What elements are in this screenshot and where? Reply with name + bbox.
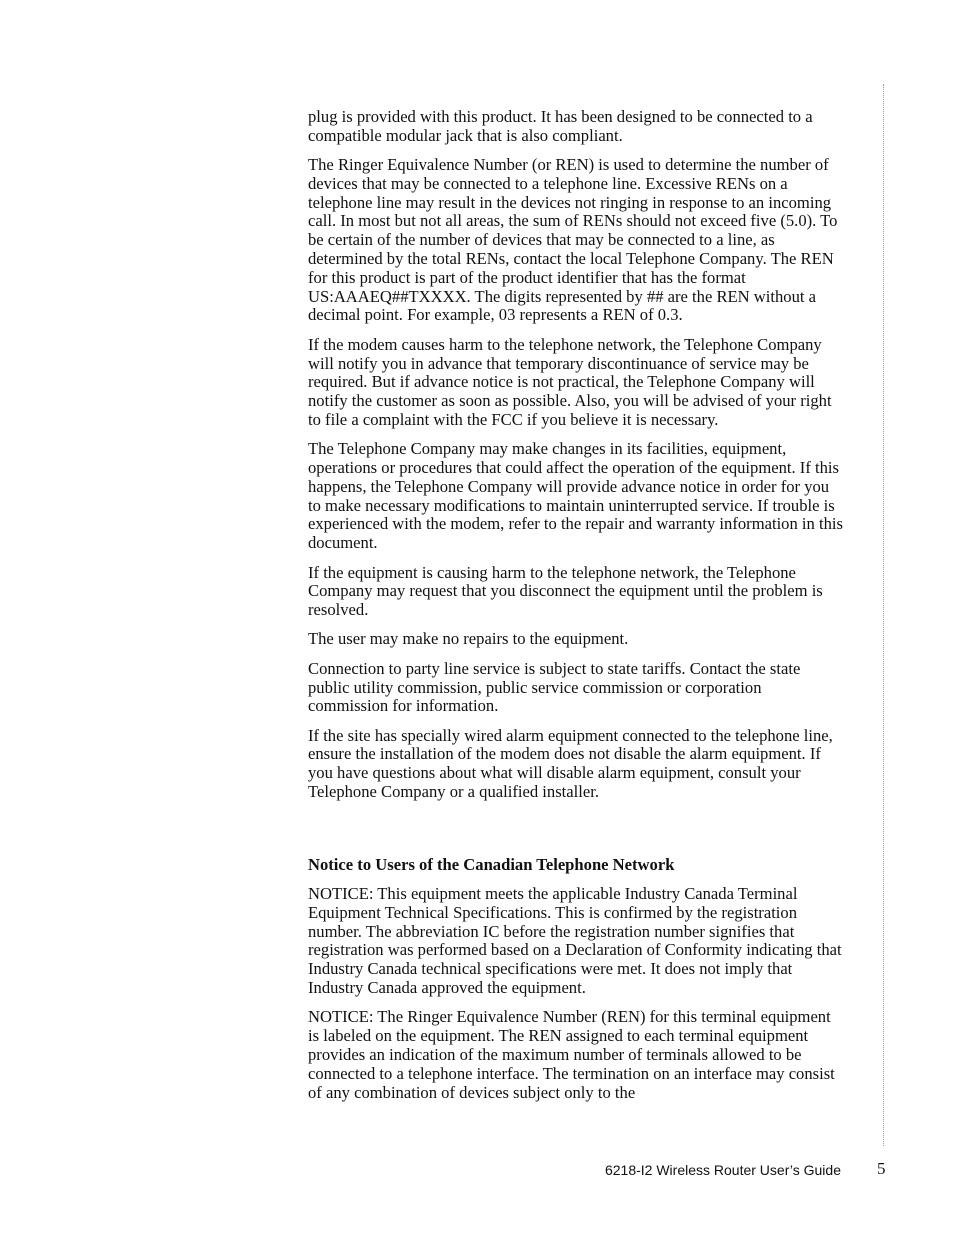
page-number: 5 [877, 1159, 886, 1178]
paragraph-modular-jack: plug is provided with this product. It has been designed to be connected to a compatible modular jack that is also compliant. [308, 107, 813, 145]
footer-guide-title: 6218-I2 Wireless Router User’s Guide [604, 1162, 841, 1178]
paragraph-party-line: Connection to party line service is subject to state tariffs. Contact the state public utility commission, public service commission or corporation commission for information. [308, 658, 801, 716]
paragraph-no-repairs: The user may make no repairs to the equipment. [308, 629, 629, 649]
margin-dotted-rule [883, 84, 884, 1146]
section-heading-canadian-network: Notice to Users of the Canadian Telephone Network [308, 854, 675, 874]
paragraph-disconnect-request: If the equipment is causing harm to the telephone network, the Telephone Company may request that you disconnect the equipment until the problem is resolved. [308, 562, 823, 620]
paragraph-facility-changes: The Telephone Company may make changes in its facilities, equipment, operations or procedures that could affect the operation of the equipment. If this happens, the Telephone Company will provide advance notice in order for you to make necessary modifications to maintain uninterrupted service. If trouble is experienced with the modem, refer to the repair and warranty information in this document. [308, 439, 843, 553]
paragraph-industry-canada-notice: NOTICE: This equipment meets the applicable Industry Canada Terminal Equipment Technical Specifications. This is confirmed by the registration number. The abbreviation IC before the registration number signifies that registration was performed based on a Declaration of Conformity indicating that Industry Canada technical specifications were met. It does not imply that Industry Canada approved the equipment. [308, 884, 842, 998]
paragraph-ren: The Ringer Equivalence Number (or REN) is used to determine the number of devices that may be connected to a telephone line. Excessive RENs on a telephone line may result in the devices not ringing in response to an incoming call. In most but not all areas, the sum of RENs should not exceed five (5.0). To be certain of the number of devices that may be connected to a line, as determined by the total RENs, contact the local Telephone Company. The REN for this product is part of the product identifier that has the format US:AAAEQ##TXXXX. The digits represented by ## are the REN without a decimal point. For example, 03 represents a REN of 0.3. [308, 155, 838, 325]
paragraph-alarm-equipment: If the site has specially wired alarm equipment connected to the telephone line, ensure the installation of the modem does not disable the alarm equipment. If you have questions about what will disable alarm equipment, consult your Telephone Company or a qualified installer. [308, 725, 833, 801]
document-body [308, 108, 844, 1113]
paragraph-harm-notice: If the modem causes harm to the telephone network, the Telephone Company will notify you in advance that temporary discontinuance of service may be required. But if advance notice is not practical, the Telephone Company will notify the customer as soon as possible. Also, you will be advised of your right to file a complaint with the FCC if you believe it is necessary. [308, 334, 832, 429]
paragraph-ren-canada-notice: NOTICE: The Ringer Equivalence Number (REN) for this terminal equipment is labeled on the equipment. The REN assigned to each terminal equipment provides an indication of the maximum number of terminals allowed to be connected to a telephone interface. The termination on an interface may consist of any combination of devices subject only to the [308, 1007, 835, 1102]
